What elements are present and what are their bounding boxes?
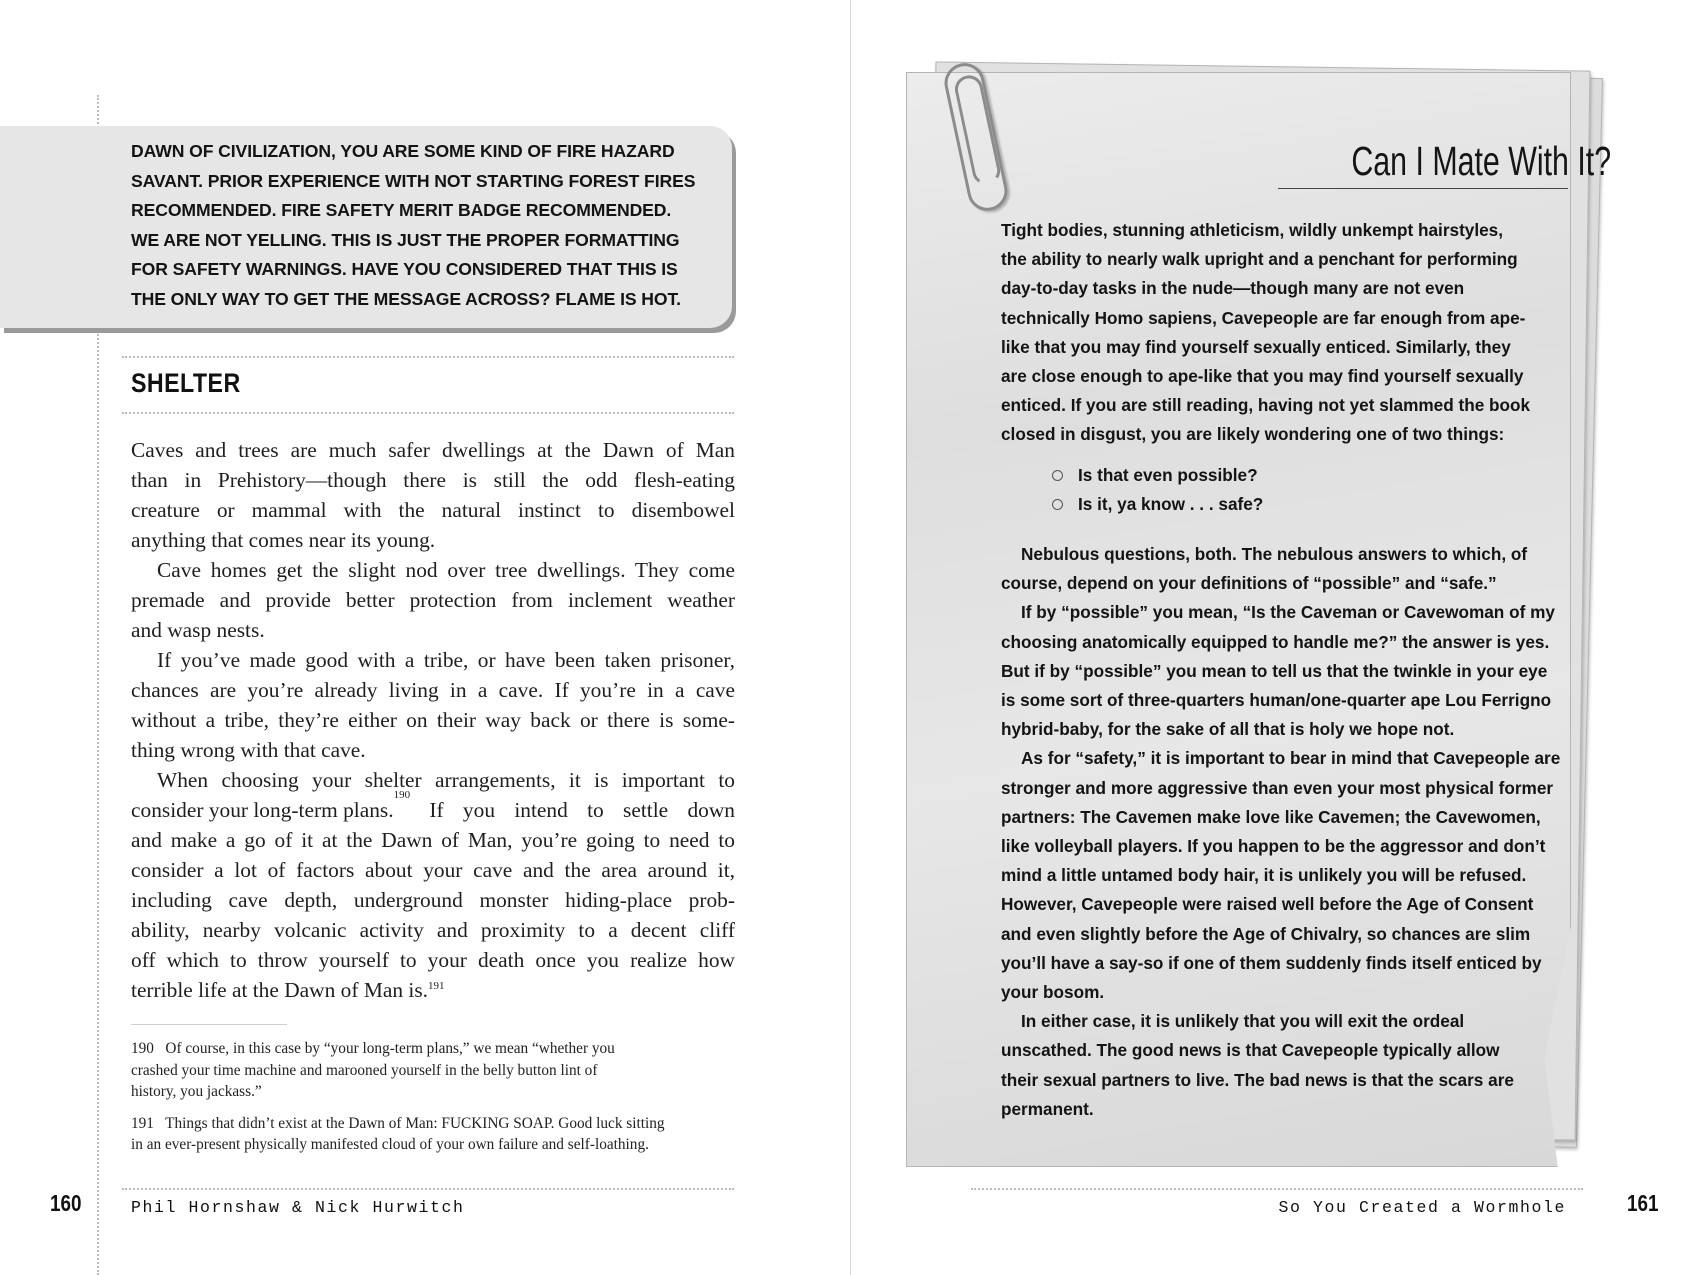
body-line: thing wrong with that cave. [131, 738, 366, 762]
body-line: including cave depth, underground monster hiding-place prob- [131, 888, 735, 912]
body-line: chances are you’re already living in a cave. If you’re in a cave [131, 678, 735, 702]
sidebar-line: is some sort of three-quarters human/one-quarter ape Lou Ferrigno [1001, 690, 1552, 711]
circle-bullet-icon [1052, 499, 1063, 510]
sidebar-line: and even slightly before the Age of Chivalry, so chances are slim [1001, 923, 1531, 944]
footnote-line: history, you jackass.” [131, 1083, 262, 1100]
sidebar-line: choosing anatomically equipped to handle me?” the answer is yes. [1001, 631, 1550, 652]
sidebar-line: If by “possible” you mean, “Is the Caveman or Cavewoman of my [1021, 602, 1555, 623]
body-text [131, 435, 735, 1005]
page-number: 161 [1627, 1190, 1659, 1216]
warning-line: FOR SAFETY WARNINGS. HAVE YOU CONSIDERED THAT THIS IS [131, 259, 678, 279]
body-line-segment: If you intend to settle down [410, 798, 735, 822]
body-line: ability, nearby volcanic activity and proximity to a decent cliff [131, 918, 735, 942]
section-rule-bottom [122, 412, 734, 414]
section-heading: SHELTER [131, 368, 241, 398]
warning-line: THE ONLY WAY TO GET THE MESSAGE ACROSS? FLAME IS HOT. [131, 288, 681, 309]
footer-rule [971, 1188, 1583, 1190]
body-line: Cave homes get the slight nod over tree dwellings. They come [157, 558, 735, 582]
body-line: consider a lot of factors about your cave and the area around it, [131, 858, 735, 882]
sidebar-line: stronger and more aggressive than even your most physical former [1001, 777, 1554, 798]
sidebar-line: you’ll have a say-so if one of them suddenly finds itself enticed by [1001, 952, 1542, 973]
list-item [1052, 490, 1569, 519]
warning-line: SAVANT. PRIOR EXPERIENCE WITH NOT STARTING FOREST FIRES [131, 170, 696, 191]
footnote-line: 190 Of course, in this case by “your long-term plans,” we mean “whether you [131, 1040, 615, 1057]
sidebar-line: hybrid-baby, for the sake of all that is holy we hope not. [1001, 719, 1455, 740]
sidebar-line: their sexual partners to live. The bad news is that the scars are [1001, 1069, 1514, 1090]
sidebar-line: Tight bodies, stunning athleticism, wildly unkempt hairstyles, [1001, 220, 1504, 240]
body-line: off which to throw yourself to your death once you realize how [131, 948, 735, 972]
footer-rule [122, 1188, 734, 1190]
sidebar-title-rule [1278, 188, 1568, 189]
sidebar-line: However, Cavepeople were raised well before the Age of Consent [1001, 894, 1534, 915]
footnote-line: crashed your time machine and marooned yourself in the belly button lint of [131, 1061, 598, 1079]
sidebar-line: closed in disgust, you are likely wondering one of two things: [1001, 424, 1505, 445]
warning-line: DAWN OF CIVILIZATION, YOU ARE SOME KIND OF FIRE HAZARD [131, 141, 675, 161]
running-head: Phil Hornshaw & Nick Hurwitch [131, 1198, 465, 1217]
body-line: without a tribe, they’re either on their way back or there is some- [131, 708, 735, 732]
footnote-line: 191 Things that didn’t exist at the Dawn of Man: FUCKING SOAP. Good luck sitting [131, 1114, 665, 1132]
sidebar-line: unscathed. The good news is that Cavepeople typically allow [1001, 1040, 1500, 1061]
body-line: Caves and trees are much safer dwellings at the Dawn of Man [131, 438, 735, 462]
body-line: and wasp nests. [131, 618, 265, 642]
sidebar-line: permanent. [1001, 1098, 1094, 1119]
sidebar-text [1001, 216, 1569, 1124]
body-line-segment: consider your long-term plans. [131, 798, 394, 822]
sidebar-line: In either case, it is unlikely that you will exit the ordeal [1021, 1011, 1465, 1032]
footnote-ref-190[interactable]: 190 [393, 789, 411, 801]
sidebar-line: day-to-day tasks in the nude—though many are not even [1001, 278, 1465, 299]
safety-warning-box [0, 126, 732, 328]
body-line-segment: terrible life at the Dawn of Man is. [131, 978, 428, 1002]
body-line: If you’ve made good with a tribe, or have been taken prisoner, [157, 648, 735, 672]
warning-line: RECOMMENDED. FIRE SAFETY MERIT BADGE RECOMMENDED. [131, 200, 672, 220]
sidebar-line: mind a little untamed body hair, it is unlikely you will be refused. [1001, 865, 1527, 886]
footnote-190 [131, 1038, 735, 1103]
footnotes [131, 1038, 735, 1166]
body-line: than in Prehistory—though there is still the odd flesh-eating [131, 468, 735, 492]
list-item [1052, 461, 1569, 490]
sidebar-line: enticed. If you are still reading, having not yet slammed the book [1001, 395, 1531, 416]
sidebar-line: are close enough to ape-like that you may find yourself sexually [1001, 366, 1524, 387]
spacer [1001, 530, 1569, 540]
sidebar-line: the ability to nearly walk upright and a penchant for performing [1001, 249, 1518, 270]
body-line: When choosing your shelter arrangements, it is important to [157, 768, 735, 792]
circle-bullet-icon [1052, 470, 1063, 481]
body-line [131, 975, 735, 1005]
sidebar-line: your bosom. [1001, 982, 1105, 1003]
footnote-line: in an ever-present physically manifested cloud of your own failure and self-loathing. [131, 1136, 649, 1153]
sidebar-line: technically Homo sapiens, Cavepeople are far enough from ape- [1001, 307, 1526, 328]
body-line: anything that comes near its young. [131, 528, 436, 552]
body-line: premade and provide better protection from inclement weather [131, 588, 735, 612]
footnote-ref-191[interactable]: 191 [428, 979, 445, 992]
sidebar-line: course, depend on your definitions of “possible” and “safe.” [1001, 573, 1497, 594]
sidebar-line: As for “safety,” it is important to bear in mind that Cavepeople are [1021, 748, 1561, 769]
sidebar-line: Nebulous questions, both. The nebulous answers to which, of [1021, 544, 1528, 565]
section-rule-top [122, 356, 734, 358]
sidebar-line: like that you may find yourself sexually enticed. Similarly, they [1001, 336, 1511, 357]
footnote-191 [131, 1113, 735, 1156]
body-line: and make a go of it at the Dawn of Man, you’re going to need to [131, 828, 735, 852]
running-head: So You Created a Wormhole [1278, 1198, 1566, 1217]
sidebar-title: Can I Mate With It? [1351, 138, 1612, 184]
body-line: creature or mammal with the natural instinct to disembowel [131, 498, 735, 522]
sidebar-line: like volleyball players. If you happen to be the aggressor and don’t [1001, 836, 1546, 857]
sidebar-line: But if by “possible” you mean to tell us that the twinkle in your eye [1001, 660, 1548, 681]
warning-line: WE ARE NOT YELLING. THIS IS JUST THE PROPER FORMATTING [131, 229, 680, 250]
question-list [1052, 461, 1569, 519]
body-line [131, 789, 735, 825]
list-item-text: Is it, ya know . . . safe? [1078, 493, 1264, 514]
list-item-text: Is that even possible? [1078, 464, 1258, 485]
sidebar-line: partners: The Cavemen make love like Cavemen; the Cavewomen, [1001, 806, 1541, 827]
footnote-rule [131, 1024, 287, 1025]
page-number: 160 [50, 1190, 82, 1216]
